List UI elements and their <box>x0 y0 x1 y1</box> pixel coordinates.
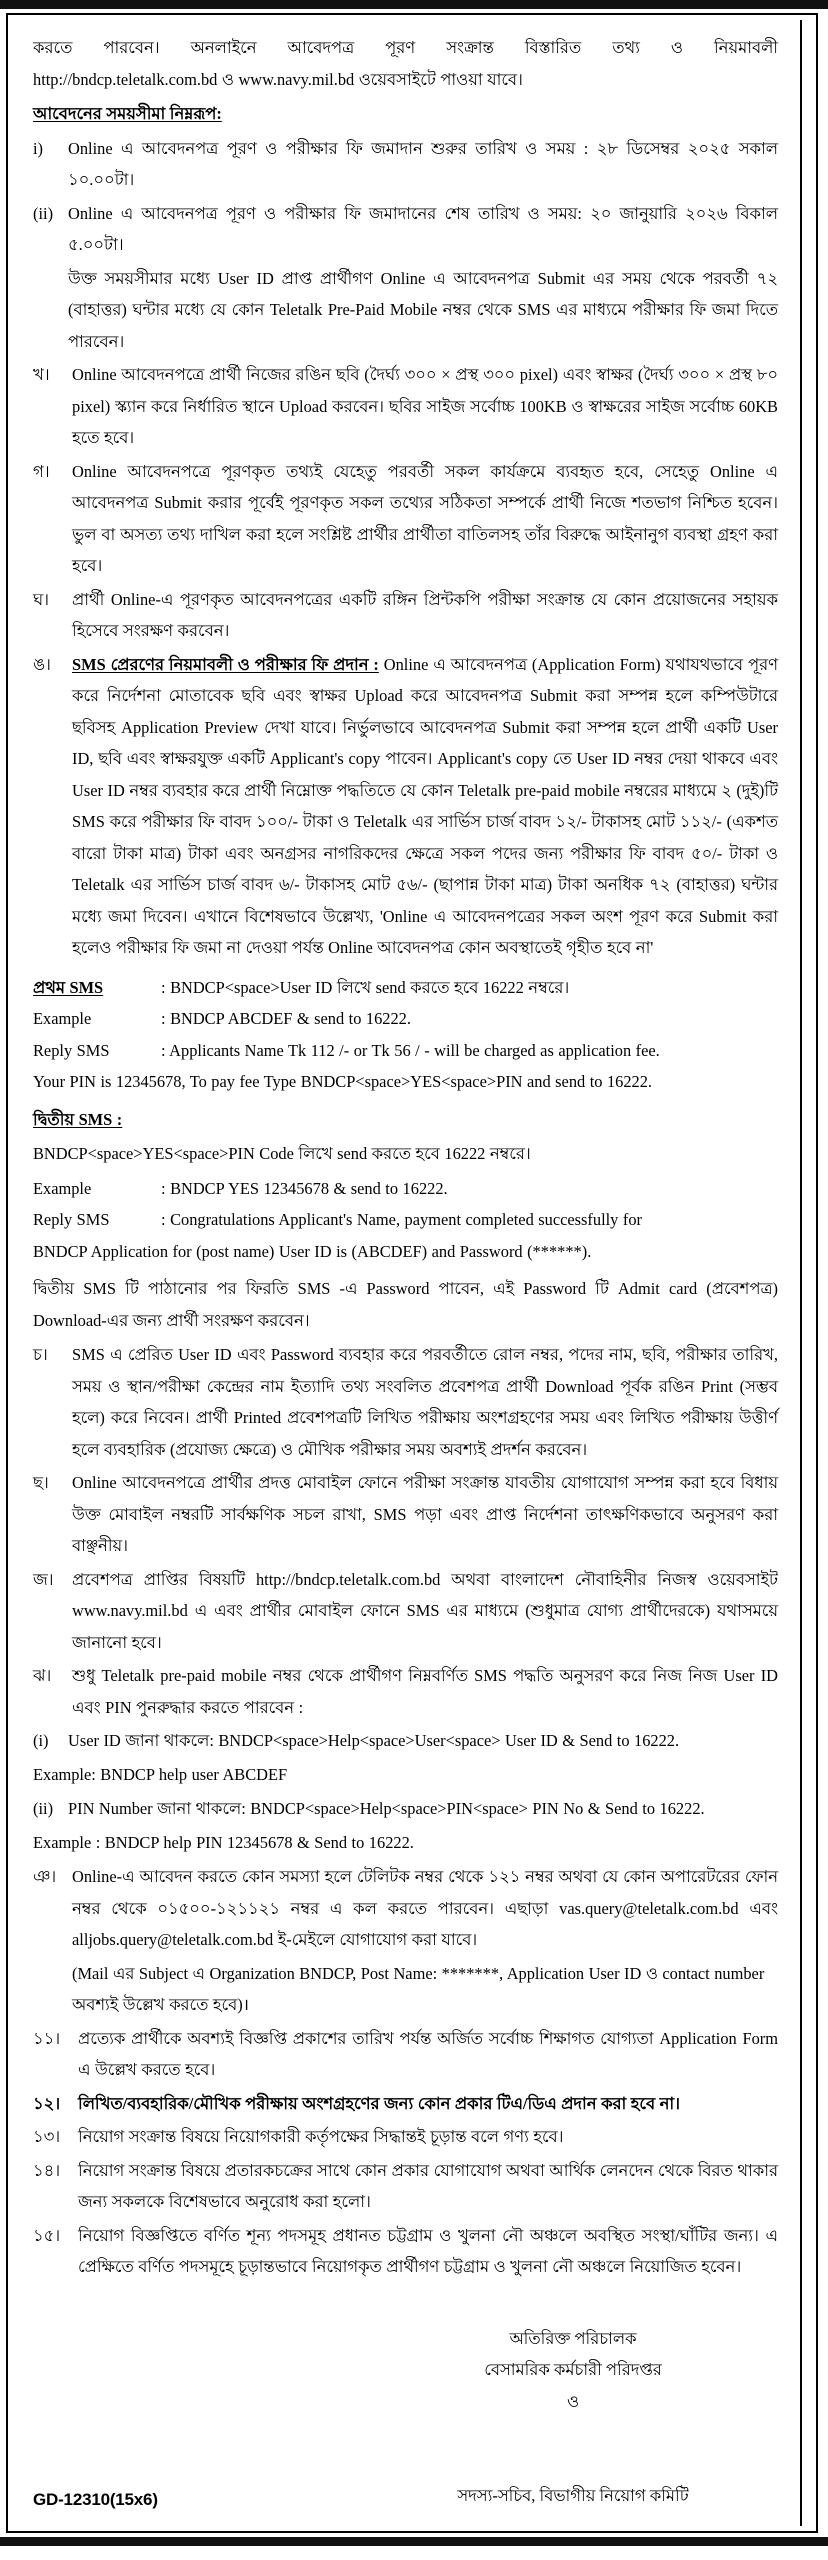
second-sms-reply-text: Congratulations Applicant's Name, payment completed successfully for <box>170 1210 642 1229</box>
clause-marker: ঞ। <box>33 1867 57 1886</box>
signatory-designation: অতিরিক্ত পরিচালক <box>509 2328 637 2348</box>
deadline-item <box>33 133 778 196</box>
numbered-clause-14 <box>33 2155 778 2218</box>
numbered-clause-11 <box>33 2023 778 2086</box>
numbered-text: প্রত্যেক প্রার্থীকে অবশ্যই বিজ্ঞপ্তি প্রকাশের তারিখ পর্যন্ত অর্জিত সর্বোচ্চ শিক্ষাগত যোগ্যতা Application Form এ উল্লেখ করতে হবে। <box>78 2028 778 2079</box>
recovery-text: User ID জানা থাকলে: BNDCP<space>Help<space>User<space> User ID & Send to 16222. <box>68 1731 680 1750</box>
first-sms-reply-value <box>161 1035 778 1067</box>
recovery-example-userid: Example: BNDCP help user ABCDEF <box>33 1764 288 1784</box>
first-sms-value <box>161 972 778 1004</box>
sep-colon: : <box>161 1178 166 1198</box>
deadline-text: Online এ আবেদনপত্র পূরণ ও পরীক্ষার ফি জমাদানের শেষ তারিখ ও সময়: ২০ জানুয়ারি ২০২৬ বিকাল ৫.০০টা। <box>68 203 778 254</box>
second-sms-reply-continuation: BNDCP Application for (post name) User ID is (ABCDEF) and Password (******). <box>33 1241 592 1261</box>
numbered-clause-13 <box>33 2121 778 2153</box>
clause-nya-parenthetical-row <box>33 1958 778 2021</box>
numbered-marker: ১৫। <box>33 2225 61 2245</box>
clause-text: প্রার্থী Online-এ পূরণকৃত আবেদনপত্রের একটি রঙ্গিন প্রিন্টকপি পরীক্ষা সংক্রান্ত যে কোন প্রয়োজনের সহায়ক হিসেবে সংরক্ষণ করবেন। <box>72 589 778 640</box>
first-sms-example-row <box>33 1003 778 1035</box>
recovery-marker: (i) <box>33 1731 49 1750</box>
conjunction-o: ও <box>221 69 234 89</box>
page-inner-border <box>13 20 802 2526</box>
second-sms-reply-label: Reply SMS <box>33 1210 110 1229</box>
sms-rules-heading: SMS প্রেরণের নিয়মাবলী ও পরীক্ষার ফি প্রদান : <box>72 654 379 674</box>
second-sms-example-text: BNDCP YES 12345678 & send to 16222. <box>170 1178 448 1198</box>
bndcp-portal-url: http://bndcp.teletalk.com.bd <box>33 69 218 89</box>
numbered-text: নিয়োগ বিজ্ঞপ্তিতে বর্ণিত শূন্য পদসমূহ প্রধানত চট্টগ্রাম ও খুলনা নৌ অঞ্চলে অবস্থিত সংস্থা/ঘাঁটির জন্য। এ প্রেক্ষিতে বর্ণিত পদসমূহে চূড়ান্তভাবে নিয়োগকৃত প্রার্থীগণ চট্টগ্রাম ও খুলনা নৌ অঞ্চলে নিয়োজিত হবেন। <box>78 2225 778 2276</box>
numbered-marker: ১১। <box>33 2028 61 2048</box>
clause-kha <box>33 359 778 454</box>
recovery-item-userid <box>33 1725 778 1757</box>
numbered-marker: ১৩। <box>33 2127 61 2146</box>
clause-chha <box>33 1467 778 1562</box>
numbered-marker: ১৪। <box>33 2160 61 2180</box>
clause-sms-rules <box>33 649 778 964</box>
intro-line-2 <box>33 64 778 96</box>
clause-text: Online আবেদনপত্রে প্রার্থী নিজের রঙিন ছবি (দৈর্ঘ্য ৩০০ × প্রস্থ ৩০০ pixel) এবং স্বাক্ষর (দৈর্ঘ্য ৩০০ × প্রস্থ ৮০ pixel) স্ক্যান করে নির্ধারিত স্থানে Upload করবেন। ছবির সাইজ সর্বোচ্চ 100KB ও স্বাক্ষরের সাইজ সর্বোচ্চ 60KB হতে হবে। <box>72 365 778 447</box>
second-sms-example-row <box>33 1173 778 1205</box>
second-sms-reply-value <box>161 1204 778 1236</box>
clause-text: Online আবেদনপত্রে প্রার্থীর প্রদত্ত মোবাইল ফোনে পরীক্ষা সংক্রান্ত যাবতীয় যোগাযোগ সম্পন্ন করা হবে বিধায় উক্ত মোবাইল নম্বরটি সার্বক্ষণিক সচল রাখা, SMS পড়া এবং প্রাপ্ত নির্দেশনা তাৎক্ষণিকভাবে অনুসরণ করা বাঞ্ছনীয়। <box>72 1473 778 1555</box>
deadline-marker: i) <box>33 138 44 158</box>
first-sms-reply-continuation: Your PIN is 12345678, To pay fee Type BNDCP<space>YES<space>PIN and send to 16222. <box>33 1072 653 1091</box>
recovery-text: PIN Number জানা থাকলে: BNDCP<space>Help<space>PIN<space> PIN No & Send to 16222. <box>68 1799 705 1818</box>
sep-colon: : <box>161 977 166 997</box>
intro-paragraph <box>33 32 778 95</box>
clause-nya <box>33 1861 778 1956</box>
deadline-heading: আবেদনের সময়সীমা নিম্নরূপ: <box>33 104 222 123</box>
clause-text: SMS এ প্রেরিত User ID এবং Password ব্যবহার করে পরবর্তীতে রোল নম্বর, পদের নাম, ছবি, পরীক্ষার তারিখ, সময় ও স্থান/পরীক্ষা কেন্দ্রের নাম ইত্যাদি তথ্য সংবলিত প্রবেশপত্র প্রার্থী Download পূর্বক রঙিন Print (সম্ভব হলে) করে নিবেন। প্রার্থী Printed প্রবেশপত্রটি লিখিত পরীক্ষায় অংশগ্রহণের সময় এবং লিখিত পরীক্ষায় উত্তীর্ণ হলে ব্যবহারিক (প্রযোজ্য ক্ষেত্রে) ও মৌখিক পরীক্ষার সময় অবশ্যই প্রদর্শন করবেন। <box>72 1345 778 1459</box>
second-sms-example-value <box>161 1173 778 1205</box>
second-sms-password-note: দ্বিতীয় SMS টি পাঠানোর পর ফিরতি SMS -এ Password পাবেন, এই Password টি Admit card (প্রবেশপত্র) Download-এর জন্য প্রার্থী সংরক্ষণ করবেন। <box>33 1279 778 1330</box>
first-sms-label: প্রথম SMS <box>33 977 104 997</box>
second-sms-example-label: Example <box>33 1178 92 1198</box>
deadline-item <box>33 198 778 261</box>
signature-block <box>408 2323 738 2419</box>
recovery-item-pin <box>33 1793 778 1825</box>
clause-jha <box>33 1660 778 1723</box>
clause-gha <box>33 584 778 647</box>
sms-rules-paragraph: Online এ আবেদনপত্র (Application Form) যথাযথভাবে পূরণ করে নির্দেশনা মোতাবেক ছবি এবং স্বাক্ষর Upload করে আবেদনপত্র Submit করা সম্পন্ন হলে কম্পিউটারে ছবিসহ Application Preview দেখা যাবে। নির্ভুলভাবে আবেদনপত্র Submit করা সম্পন্ন হলে প্রার্থী একটি User ID, ছবি এবং স্বাক্ষরযুক্ত একটি Applicant's copy পাবেন। Applicant's copy তে User ID নম্বর দেয়া থাকবে এবং User ID নম্বর ব্যবহার করে প্রার্থী নিম্নোক্ত পদ্ধতিতে যে কোন Teletalk pre-paid mobile নম্বরের মাধ্যমে ২ (দুই)টি SMS করে পরীক্ষার ফি বাবদ ১০০/- টাকা ও Teletalk এর সার্ভিস চার্জ বাবদ ১২/- টাকাসহ মোট ১১২/- (একশত বারো টাকা মাত্র) টাকা এবং অনগ্রসর নাগরিকদের ক্ষেত্রে সকল পদের জন্য পরীক্ষার ফি বাবদ ৫০/- টাকা ও Teletalk এর সার্ভিস চার্জ বাবদ ৬/- টাকাসহ মোট ৫৬/- (ছাপান্ন টাকা মাত্র) টাকা অনধিক ৭২ (বাহাত্তর) ঘন্টার মধ্যে জমা দিবেন। এখানে বিশেষভাবে উল্লেখ্য, 'Online এ আবেদনপত্রের সকল অংশ পূরণ করে Submit করা হলেও পরীক্ষার ফি জমা না দেওয়া পর্যন্ত Online আবেদনপত্র কোন অবস্থাতেই গৃহীত হবে না' <box>72 654 779 957</box>
second-sms-heading: দ্বিতীয় SMS : <box>33 1109 123 1129</box>
intro-line-2-tail: ওয়েবসাইটে পাওয়া যাবে। <box>358 69 523 89</box>
deadline-text: Online এ আবেদনপত্র পূরণ ও পরীক্ষার ফি জমাদান শুরুর তারিখ ও সময় : ২৮ ডিসেম্বর ২০২৫ সকাল ১০.০০টা। <box>68 138 778 189</box>
intro-line-1: করতে পারবেন। অনলাইনে আবেদপত্র পূরণ সংক্রান্ত বিস্তারিত তথ্য ও নিয়মাবলী <box>33 38 778 57</box>
first-sms-row <box>33 972 778 1004</box>
sep-colon: : <box>161 1040 166 1060</box>
clause-marker: জ। <box>33 1569 54 1589</box>
signature-area <box>13 2323 790 2483</box>
numbered-marker: ১২। <box>33 2093 61 2113</box>
first-sms-command: BNDCP<space>User ID লিখে send করতে হবে 16222 নম্বরে। <box>170 977 570 997</box>
clause-ga <box>33 456 778 582</box>
page-outer-border <box>6 13 818 2533</box>
numbered-clause-12 <box>33 2088 778 2120</box>
clause-nya-parenthetical: (Mail এর Subject এ Organization BNDCP, Post Name: *******, Application User ID ও contact number অবশ্যই উল্লেখ করতে হবে)। <box>72 1963 765 2014</box>
document-body <box>13 20 790 2289</box>
first-sms-reply-row <box>33 1035 778 1067</box>
clause-marker: ঘ। <box>33 589 49 609</box>
navy-website-url: www.navy.mil.bd <box>238 69 355 89</box>
clause-marker: গ। <box>33 461 50 481</box>
second-sms-instruction: BNDCP<space>YES<space>PIN Code লিখে send করতে হবে 16222 নম্বরে। <box>33 1144 531 1163</box>
signatory-conjunction: ও <box>566 2392 580 2412</box>
clause-text: Online-এ আবেদন করতে কোন সমস্যা হলে টেলিটক নম্বর থেকে ১২১ নম্বর অথবা যে কোন অপারেটরের ফোন নম্বর থেকে ০১৫০০-১২১১২১ নম্বর এ কল করতে পারবেন। এছাড়া vas.query@teletalk.com.bd এবং alljobs.query@teletalk.com.bd ই-মেইলে যোগাযোগ করা যাবে। <box>72 1867 778 1949</box>
sep-colon: : <box>161 1210 166 1229</box>
second-sms-reply-row <box>33 1204 778 1236</box>
gd-code: GD-12310(15x6) <box>33 2489 158 2509</box>
numbered-text: নিয়োগ সংক্রান্ত বিষয়ে প্রতারকচক্রের সাথে কোন প্রকার যোগাযোগ অথবা আর্থিক লেনদেন থেকে বিরত থাকার জন্য সকলকে বিশেষভাবে অনুরোধ করা হলো। <box>78 2160 778 2211</box>
clause-marker: ঝ। <box>33 1666 52 1685</box>
first-sms-example-value <box>161 1003 778 1035</box>
page-bottom-rule <box>0 2537 828 2546</box>
clause-cha <box>33 1339 778 1465</box>
sep-colon: : <box>161 1009 166 1028</box>
clause-marker: ছ। <box>33 1473 49 1492</box>
numbered-text: লিখিত/ব্যবহারিক/মৌখিক পরীক্ষায় অংশগ্রহণের জন্য কোন প্রকার টিএ/ডিএ প্রদান করা হবে না। <box>78 2093 681 2113</box>
deadline-note: উক্ত সময়সীমার মধ্যে User ID প্রাপ্ত প্রার্থীগণ Online এ আবেদনপত্র Submit এর সময় থেকে পরবর্তী ৭২ (বাহাত্তর) ঘন্টার মধ্যে যে কোন Teletalk Pre-Paid Mobile নম্বর থেকে SMS এর মাধ্যমে পরীক্ষার ফি জমা দিতে পারবেন। <box>68 268 778 351</box>
clause-text: প্রবেশপত্র প্রাপ্তির বিষয়টি http://bndcp.teletalk.com.bd অথবা বাংলাদেশ নৌবাহিনীর নিজস্ব ওয়েবসাইট www.navy.mil.bd এ এবং প্রার্থীর মোবাইল ফোনে SMS এর মাধ্যমে (শুধুমাত্র যোগ্য প্রার্থীদেরকে) যথাসময়ে জানানো হবে। <box>72 1569 778 1652</box>
first-sms-example-label: Example <box>33 1009 92 1028</box>
clause-text: শুধু Teletalk pre-paid mobile নম্বর থেকে প্রার্থীগণ নিম্নবর্ণিত SMS পদ্ধতি অনুসরণ করে নিজ নিজ User ID এবং PIN পুনরুদ্ধার করতে পারবেন : <box>72 1666 778 1717</box>
clause-ja <box>33 1564 778 1659</box>
first-sms-reply-label: Reply SMS <box>33 1040 110 1060</box>
signatory-office: বেসামরিক কর্মচারী পরিদপ্তর <box>484 2360 662 2380</box>
clause-marker: চ। <box>33 1345 48 1364</box>
recovery-marker: (ii) <box>33 1799 54 1818</box>
deadline-marker: (ii) <box>33 203 54 223</box>
deadline-note-row <box>33 263 778 358</box>
page-footer <box>13 2483 790 2526</box>
numbered-text: নিয়োগ সংক্রান্ত বিষয়ে নিয়োগকারী কর্তৃপক্ষের সিদ্ধান্তই চূড়ান্ত বলে গণ্য হবে। <box>78 2127 564 2146</box>
recovery-example-pin: Example : BNDCP help PIN 12345678 & Send to 16222. <box>33 1832 414 1852</box>
clause-marker: খ। <box>33 365 50 384</box>
clause-text: Online আবেদনপত্রে পূরণকৃত তথ্যই যেহেতু পরবর্তী সকল কার্যক্রমে ব্যবহৃত হবে, সেহেতু Online এ আবেদনপত্র Submit করার পূর্বেই পূরণকৃত সকল তথ্যের সঠিকতা সম্পর্কে প্রার্থী নিজে শতভাগ নিশ্চিত হবেন। ভুল বা অসত্য তথ্য দাখিল করা হলে সংশ্লিষ্ট প্রার্থীর প্রার্থীতা বাতিলসহ তাঁর বিরুদ্ধে আইনানুগ ব্যবস্থা গ্রহণ করা হবে। <box>72 461 778 575</box>
clause-marker: ঙ। <box>33 654 51 674</box>
first-sms-example-text: BNDCP ABCDEF & send to 16222. <box>170 1009 411 1028</box>
page-top-rule <box>0 0 828 9</box>
first-sms-reply-text: Applicants Name Tk 112 /- or Tk 56 / - will be charged as application fee. <box>169 1040 660 1060</box>
clause-text <box>72 649 778 964</box>
signatory-committee-role: সদস্য-সচিব, বিভাগীয় নিয়োগ কমিটি <box>457 2485 689 2505</box>
numbered-clause-15 <box>33 2220 778 2283</box>
